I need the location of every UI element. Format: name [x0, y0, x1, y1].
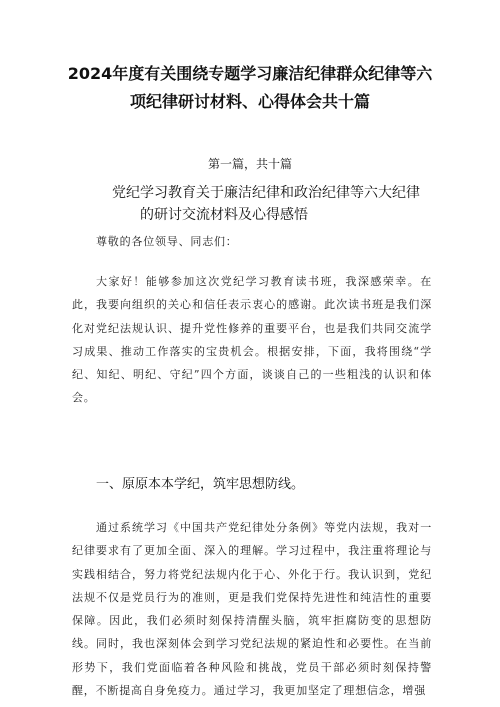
body-paragraph: 通过系统学习《中国共产党纪律处分条例》等党内法规，我对一纪律要求有了更加全面、深入的理解。学习过程中，我注重将理论与实践相结合，努力将党纪法规内化于心、外化于行。我认识到，党纪法规不仅是党员行为的准则，更是我们党保持先进性和纯洁性的重要保障。因此，我们必须时刻保持清醒头脑，筑牢拒腐防变的思想防线。同时，我也深刻体会到学习党纪法规的紧迫性和必要性。在当前形势下，我们党面临着各种风险和挑战，党员干部必须时刻保持警醒，不断提高自身免疫力。通过学习，我更加坚定了理想信念，增强	[72, 521, 432, 698]
section-heading: 一、原原本本学纪，筑牢思想防线。	[96, 477, 305, 492]
greeting: 尊敬的各位领导、同志们：	[96, 235, 238, 248]
document-title	[60, 60, 440, 116]
document-title-line-2: 项纪律研讨材料、心得体会共十篇	[129, 92, 370, 111]
chapter-label: 第一篇，共十篇	[207, 157, 292, 171]
article-subtitle	[112, 182, 442, 226]
article-subtitle-line-2: 的研讨交流材料及心得感悟	[140, 207, 308, 223]
intro-paragraph: 大家好！能够参加这次党纪学习教育读书班，我深感荣幸。在此，我要向组织的关心和信任表示衷心的感谢。此次读书班是我们深化对党纪法规认识、提升党性修养的重要平台，也是我们共同交流学习成果、推动工作落实的宝贵机会。根据安排，下面，我将围绕“学纪、知纪、明纪、守纪”四个方面，谈谈自己的一些粗浅的认识和体会。	[72, 275, 432, 405]
document-title-line-1: 2024年度有关围绕专题学习廉洁纪律群众纪律等六	[67, 64, 433, 83]
article-subtitle-line-1: 党纪学习教育关于廉洁纪律和政治纪律等六大纪律	[112, 185, 420, 201]
